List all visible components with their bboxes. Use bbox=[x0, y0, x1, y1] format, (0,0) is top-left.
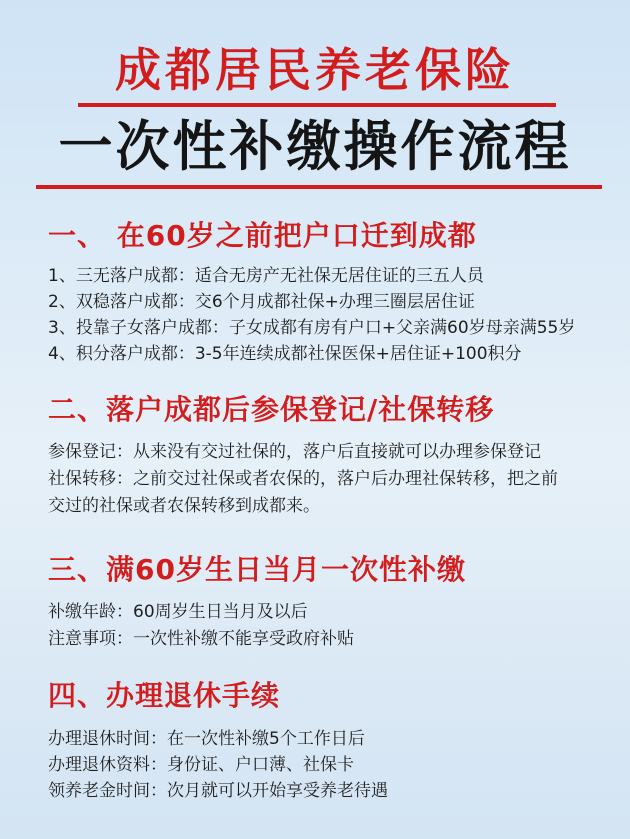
section-1-heading: 一、 在60岁之前把户口迁到成都 bbox=[48, 219, 477, 252]
title-divider-1 bbox=[78, 103, 556, 107]
title-divider-2 bbox=[36, 185, 602, 189]
title-line-2: 一次性补缴操作流程 bbox=[58, 115, 572, 178]
title-line-1: 成都居民养老保险 bbox=[115, 43, 515, 97]
section-2-heading: 二、落户成都后参保登记/社保转移 bbox=[48, 393, 495, 426]
section-1-line-1: 1、三无落户成都：适合无房产无社保无居住证的三五人员 bbox=[48, 266, 484, 286]
section-1-line-3: 3、投靠子女落户成都：子女成都有房有户口+父亲满60岁母亲满55岁 bbox=[48, 318, 576, 338]
section-4-line-2: 办理退休资料：身份证、户口薄、社保卡 bbox=[48, 755, 354, 775]
section-2-line-1: 参保登记：从来没有交过社保的，落户后直接就可以办理参保登记 bbox=[48, 442, 541, 462]
section-3-line-2: 注意事项：一次性补缴不能享受政府补贴 bbox=[48, 629, 354, 649]
section-4-line-3: 领养老金时间：次月就可以开始享受养老待遇 bbox=[48, 781, 388, 801]
section-4-line-1: 办理退休时间：在一次性补缴5个工作日后 bbox=[48, 729, 365, 749]
section-2-line-3: 交过的社保或者农保转移到成都来。 bbox=[48, 496, 320, 516]
section-1-line-4: 4、积分落户成都：3-5年连续成都社保医保+居住证+100积分 bbox=[48, 344, 522, 364]
section-3-line-1: 补缴年龄：60周岁生日当月及以后 bbox=[48, 602, 308, 622]
section-4-heading: 四、办理退休手续 bbox=[48, 679, 281, 712]
section-3-heading: 三、满60岁生日当月一次性补缴 bbox=[48, 553, 466, 586]
section-2-line-2: 社保转移：之前交过社保或者农保的，落户后办理社保转移，把之前 bbox=[48, 469, 558, 489]
section-1-line-2: 2、双稳落户成都：交6个月成都社保+办理三圈层居住证 bbox=[48, 292, 475, 312]
